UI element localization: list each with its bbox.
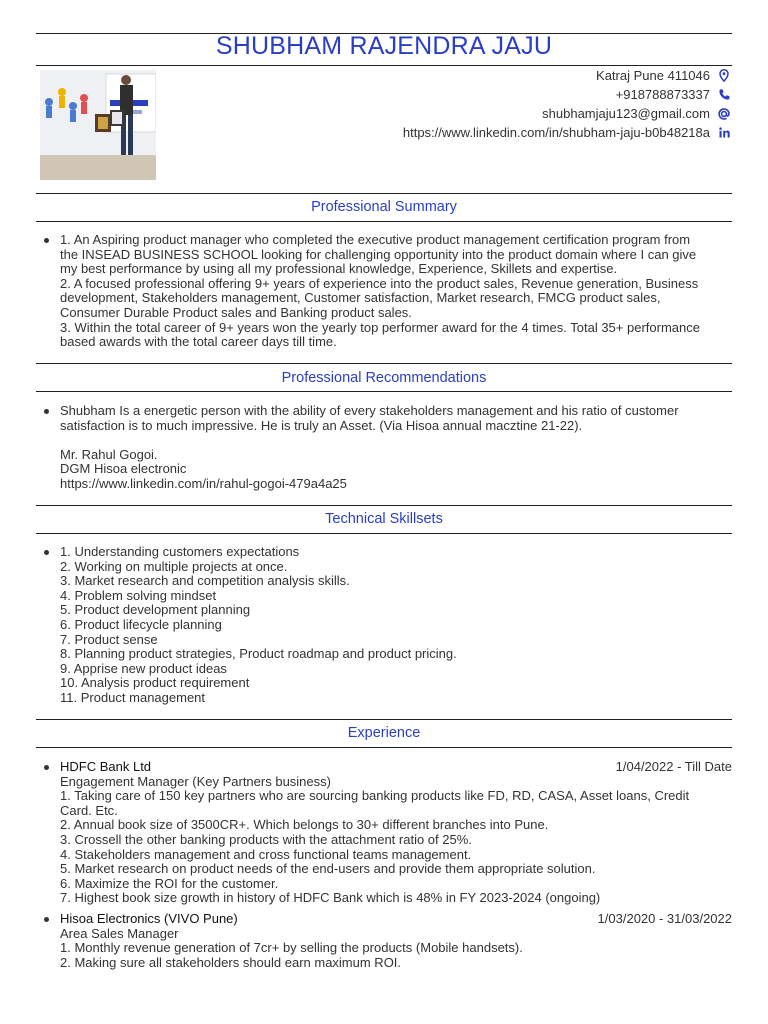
- phone-text[interactable]: +918788873337: [615, 87, 710, 102]
- experience-heading: Experience: [347, 725, 421, 741]
- skill-line: 6. Product lifecycle planning: [60, 616, 222, 632]
- skill-line: 9. Apprise new product ideas: [60, 660, 227, 676]
- job-detail: 5. Market research on product needs of the end-users and provide them appropriate solution.: [60, 861, 596, 877]
- job-title: Area Sales Manager: [60, 925, 179, 941]
- recommendations-top-rule: [36, 363, 732, 364]
- recommendations-bottom-rule: [36, 391, 732, 392]
- experience-header: [60, 760, 732, 775]
- job-detail: 3. Crossell the other banking products with the attachment ratio of 25%.: [60, 831, 472, 847]
- skill-line: 8. Planning product strategies, Product roadmap and product pricing.: [60, 646, 457, 662]
- skill-line: 4. Problem solving mindset: [60, 587, 217, 603]
- skill-line: 2. Working on multiple projects at once.: [60, 558, 288, 574]
- email-text[interactable]: shubhamjaju123@gmail.com: [542, 106, 710, 121]
- recommender-title: DGM Hisoa electronic: [60, 461, 187, 477]
- job-detail: 7. Highest book size growth in history of HDFC Bank which is 48% in FY 2023-2024 (ongoing): [60, 890, 601, 906]
- linkedin-text[interactable]: https://www.linkedin.com/in/shubham-jaju-b0b48218a: [402, 125, 710, 140]
- company-name: Hisoa Electronics (VIVO Pune): [60, 910, 238, 926]
- summary-line: based awards with the total career days till time.: [60, 334, 337, 350]
- job-detail: 1. Monthly revenue generation of 7cr+ by selling the products (Mobile handsets).: [60, 940, 523, 956]
- company-name: HDFC Bank Ltd: [60, 759, 152, 774]
- profile-photo: [40, 70, 156, 180]
- skill-line: 5. Product development planning: [60, 602, 251, 618]
- job-title: Engagement Manager (Key Partners business): [60, 773, 331, 789]
- contact-phone[interactable]: [403, 85, 732, 104]
- job-detail: 1. Taking care of 150 key partners who are sourcing banking products like FD, RD, CASA, Asset loans, Credit: [60, 788, 690, 804]
- experience-section: [36, 760, 732, 970]
- skill-line: 3. Market research and competition analysis skills.: [60, 573, 350, 589]
- contact-linkedin[interactable]: [403, 123, 732, 142]
- summary-item: [36, 233, 732, 350]
- at-sign-icon: [716, 107, 732, 121]
- skills-heading: Technical Skillsets: [325, 511, 443, 527]
- skills-item: [36, 545, 732, 706]
- skill-line: 1. Understanding customers expectations: [60, 544, 300, 559]
- skills-bottom-rule: [36, 533, 732, 534]
- candidate-name: SHUBHAM RAJENDRA JAJU: [215, 32, 553, 60]
- recommendation-line: Shubham Is a energetic person with the ability of every stakeholders management and his ratio of customer: [60, 403, 679, 418]
- summary-line: 3. Within the total career of 9+ years won the yearly top performer award for the 4 times. Total 35+ performance: [60, 319, 700, 335]
- job-detail: 6. Maximize the ROI for the customer.: [60, 875, 279, 891]
- recommendation-line: satisfaction is to much impressive. He is truly an Asset. (Via Hisoa annual macztine 21-22).: [60, 417, 583, 433]
- contact-email[interactable]: [403, 104, 732, 123]
- job-detail: 2. Making sure all stakeholders should earn maximum ROI.: [60, 954, 402, 970]
- experience-header: [60, 912, 732, 927]
- job-detail: 2. Annual book size of 3500CR+. Which belongs to 30+ different branches into Pune.: [60, 817, 549, 833]
- summary-heading: Professional Summary: [311, 199, 457, 215]
- summary-top-rule: [36, 193, 732, 194]
- contact-address: [403, 66, 732, 85]
- skill-line: 11. Product management: [60, 689, 206, 705]
- recommendations-heading: Professional Recommendations: [281, 370, 487, 386]
- summary-line: 1. An Aspiring product manager who completed the executive product management certification program from: [60, 232, 691, 247]
- skills-top-rule: [36, 505, 732, 506]
- spacer: [60, 433, 732, 448]
- job-detail: Card. Etc.: [60, 802, 118, 818]
- summary-line: the INSEAD BUSINESS SCHOOL looking for challenging opportunity into the product domain where I can give: [60, 246, 697, 262]
- location-pin-icon: [716, 69, 732, 82]
- summary-line: Consumer Durable Product sales and Banking product sales.: [60, 304, 412, 320]
- skill-line: 10. Analysis product requirement: [60, 675, 250, 691]
- experience-item-hdfc: [36, 760, 732, 906]
- recommendations-section: [36, 404, 732, 492]
- summary-line: development, Stakeholders management, Customer satisfaction, Market research, FMCG product sales,: [60, 290, 661, 306]
- linkedin-icon: [716, 126, 732, 139]
- recommendation-item: [36, 404, 732, 492]
- experience-bottom-rule: [36, 747, 732, 748]
- job-detail: 4. Stakeholders management and cross functional teams management.: [60, 846, 472, 862]
- employment-dates: 1/03/2020 - 31/03/2022: [597, 910, 732, 926]
- profile-photo-illustration: [40, 70, 156, 180]
- summary-line: my best performance by using all my professional knowledge, Experience, Skillets and expertise.: [60, 261, 618, 277]
- recommender-name: Mr. Rahul Gogoi.: [60, 446, 158, 462]
- summary-section: [36, 233, 732, 350]
- experience-item-hisoa: [36, 912, 732, 970]
- skill-line: 7. Product sense: [60, 631, 158, 647]
- experience-top-rule: [36, 719, 732, 720]
- summary-bottom-rule: [36, 221, 732, 222]
- contact-list: [403, 66, 732, 142]
- employment-dates: 1/04/2022 - Till Date: [615, 759, 732, 774]
- summary-line: 2. A focused professional offering 9+ years of experience into the product sales, Revenue generation, Business: [60, 275, 699, 291]
- recommender-link[interactable]: https://www.linkedin.com/in/rahul-gogoi-479a4a25: [60, 475, 347, 491]
- skills-section: [36, 545, 732, 706]
- address-text: Katraj Pune 411046: [596, 68, 710, 83]
- phone-icon: [716, 88, 732, 101]
